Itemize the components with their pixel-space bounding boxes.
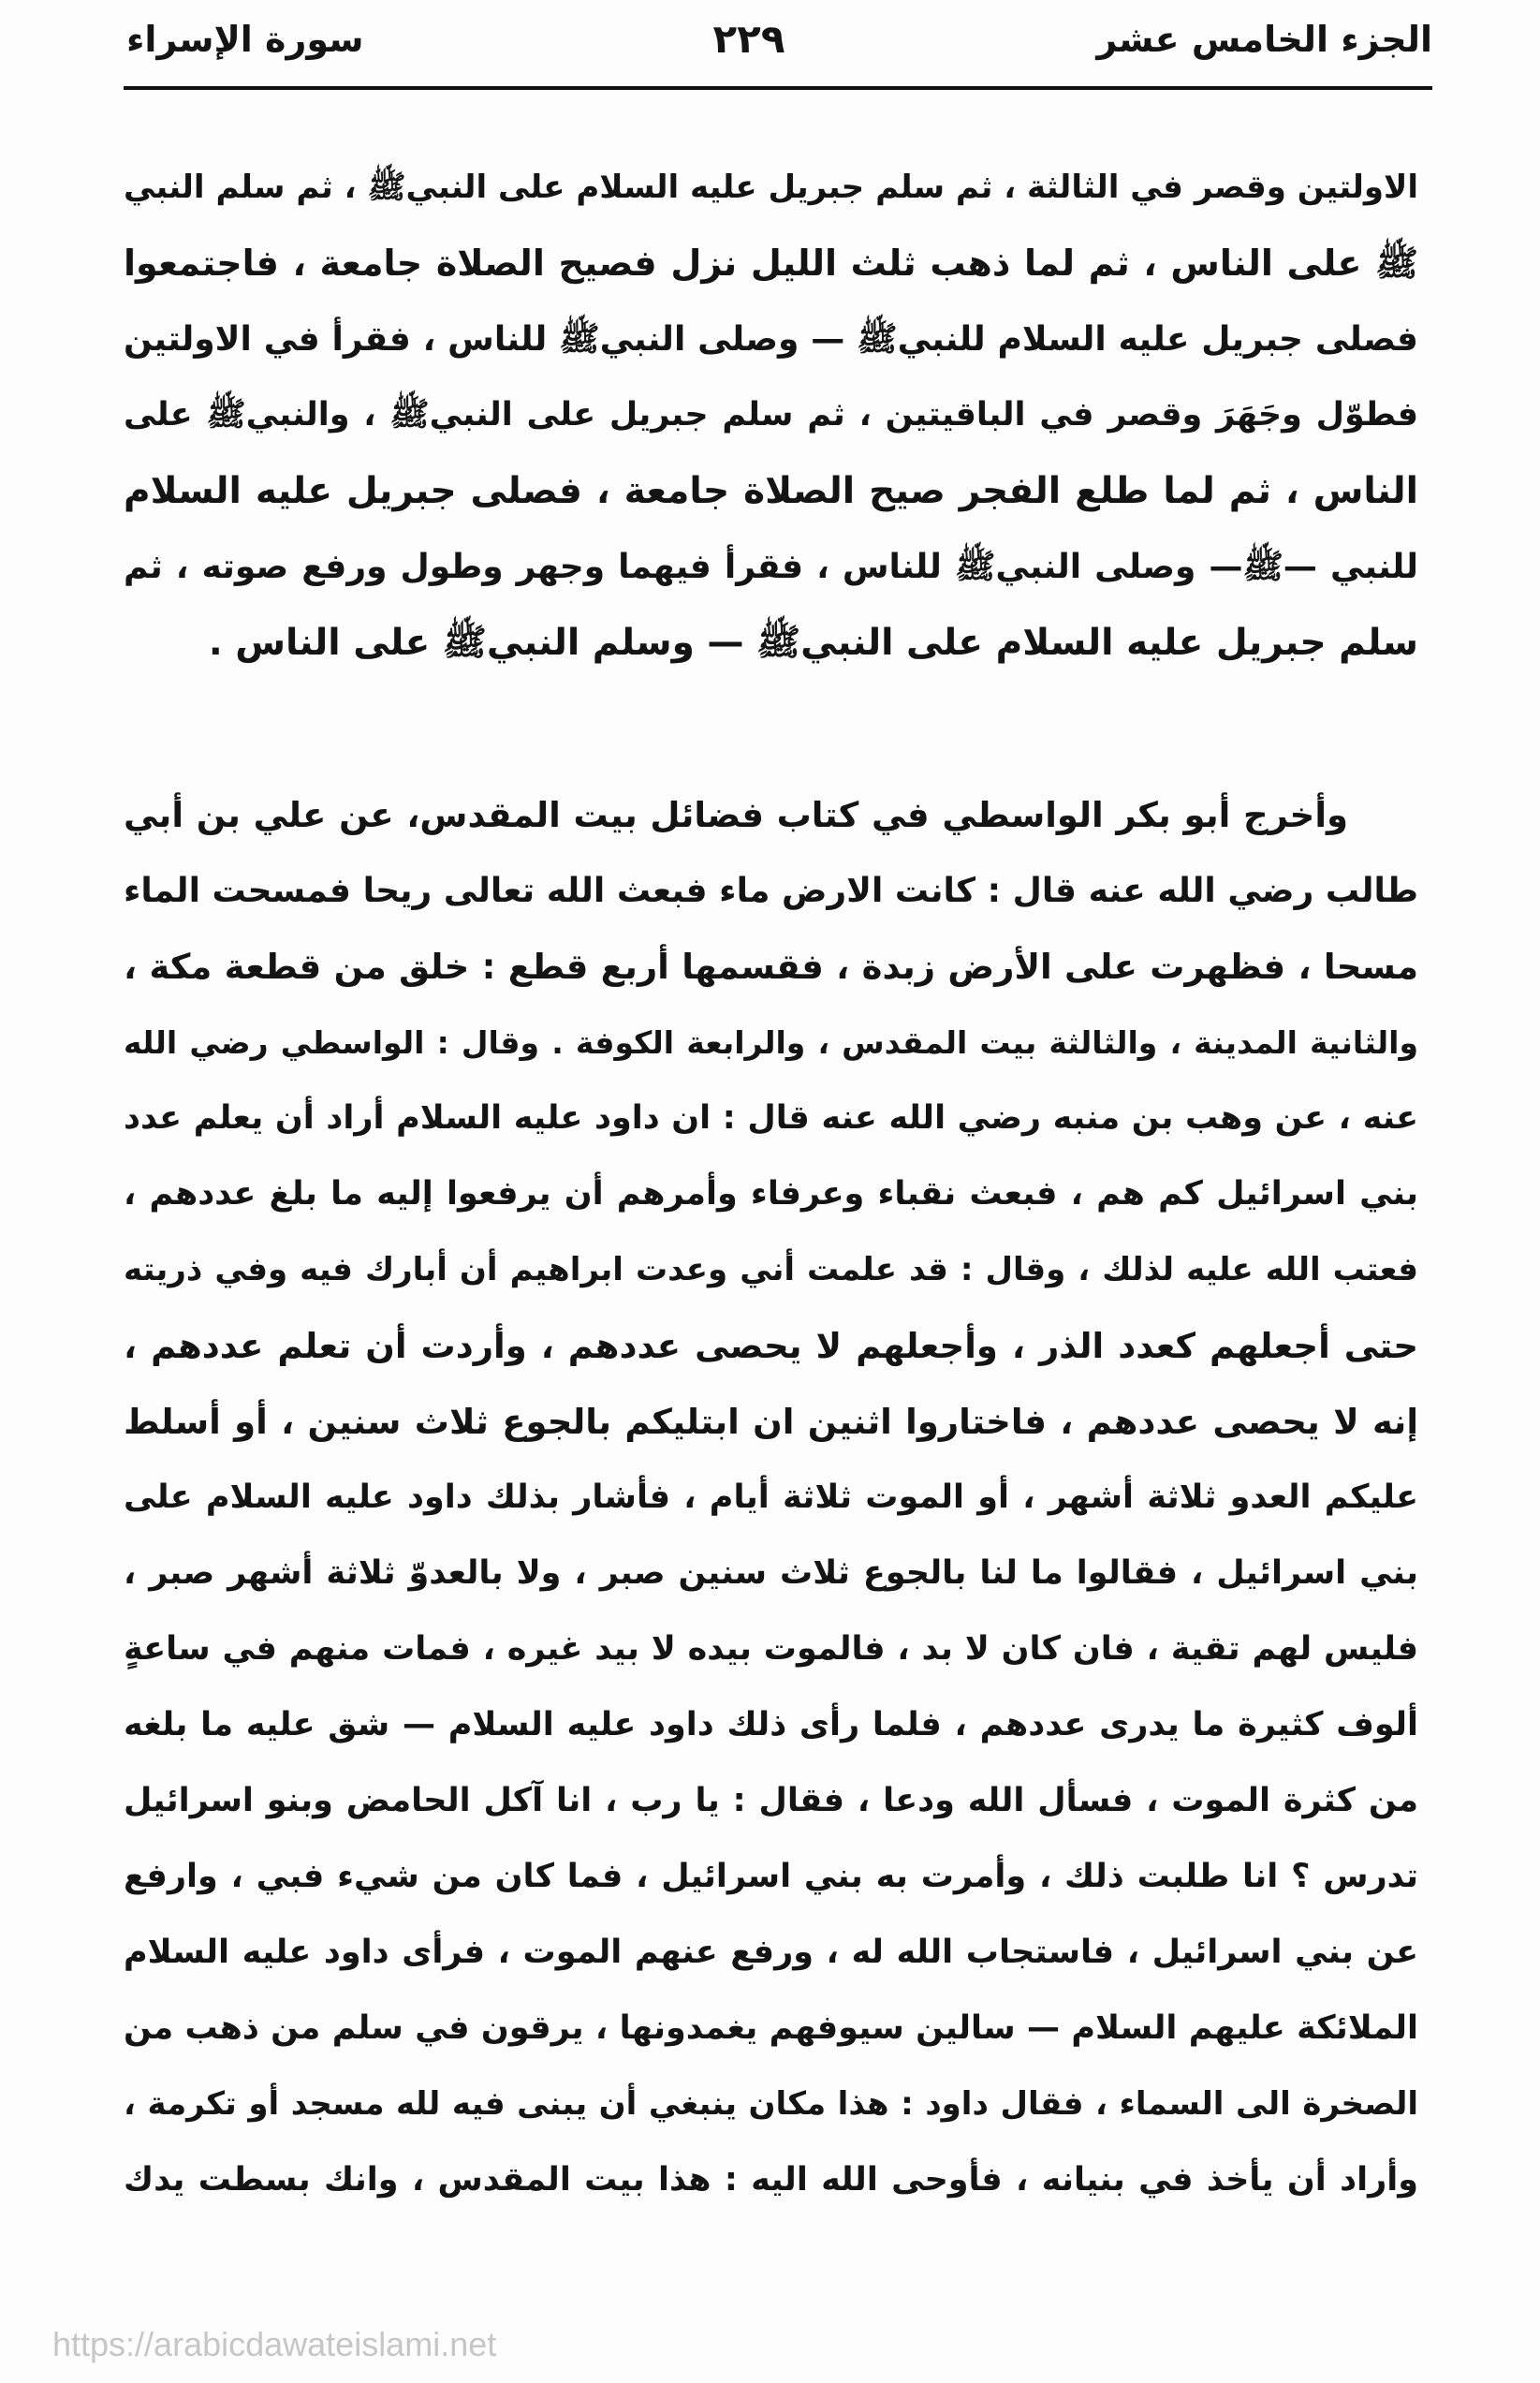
text-line: طالب رضي الله عنه قال : كانت الارض ماء فبعث الله تعالى ريحا فمسحت الماء [124, 872, 1418, 910]
text-line: إنه لا يحصى عددهم ، فاختاروا اثنين ان ابتليكم بالجوع ثلاث سنين ، أو أسلط [124, 1402, 1418, 1442]
text-line: حتى أجعلهم كعدد الذر ، وأجعلهم لا يحصى عددهم ، وأردت أن تعلم عددهم ، [124, 1326, 1418, 1366]
text-line: عليكم العدو ثلاثة أشهر ، أو الموت ثلاثة أيام ، فأشار بذلك داود عليه السلام على [124, 1478, 1418, 1516]
page-number: ٢٢٩ [712, 16, 785, 62]
header-rule [124, 86, 1432, 90]
text-line: عن بني اسرائيل ، فاستجاب الله له ، ورفع عنهم الموت ، فرأى داود عليه السلام [124, 1934, 1418, 1971]
text-line: عنه ، عن وهب بن منبه رضي الله عنه قال : ان داود عليه السلام أراد أن يعلم عدد [124, 1099, 1418, 1137]
text-line: فليس لهم تقية ، فان كان لا بد ، فالموت بيده لا بيد غيره ، فمات منهم في ساعةٍ [124, 1630, 1418, 1668]
text-line: سلم جبريل عليه السلام على النبيﷺ — وسلم النبيﷺ على الناس . [208, 622, 1418, 664]
text-line: فعتب الله عليه لذلك ، وقال : قد علمت أني وعدت ابراهيم أن أبارك فيه وفي ذريته [124, 1251, 1418, 1288]
text-line: والثانية المدينة ، والثالثة بيت المقدس ، والرابعة الكوفة . وقال : الواسطي رضي الله [124, 1024, 1418, 1061]
text-line: فطوّل وجَهَرَ وقصر في الباقيتين ، ثم سلم جبريل على النبيﷺ ، والنبيﷺ على [124, 396, 1418, 434]
paragraph [124, 777, 1418, 2218]
text-line: الناس ، ثم لما طلع الفجر صيح الصلاة جامعة ، فصلى جبريل عليه السلام [124, 470, 1418, 512]
text-line: الملائكة عليهم السلام — سالين سيوفهم يغمدونها ، يرقون في سلم من ذهب من [124, 2009, 1418, 2047]
text-line: وأراد أن يأخذ في بنيانه ، فأوحى الله اليه : هذا بيت المقدس ، وانك بسطت يدك [124, 2161, 1418, 2199]
text-line: بني اسرائيل ، فقالوا ما لنا بالجوع ثلاث سنين صبر ، ولا بالعدوّ ثلاثة أشهر صبر ، [124, 1554, 1418, 1592]
text-line: وأخرج أبو بكر الواسطي في كتاب فضائل بيت المقدس، عن علي بن أبي [124, 795, 1348, 835]
text-line: مسحا ، فظهرت على الأرض زبدة ، فقسمها أربع قطع : خلق من قطعة مكة ، [124, 947, 1418, 987]
text-line: بني اسرائيل كم هم ، فبعث نقباء وعرفاء وأمرهم أن يرفعوا إليه ما بلغ عددهم ، [124, 1175, 1418, 1213]
header-surah-title: سورة الإسراء [126, 19, 364, 60]
text-line: للنبي —ﷺ— وصلى النبيﷺ للناس ، فقرأ فيهما وجهر وطول ورفع صوته ، ثم [124, 548, 1418, 586]
text-line: الاولتين وقصر في الثالثة ، ثم سلم جبريل عليه السلام على النبيﷺ ، ثم سلم النبي [124, 169, 1418, 206]
paragraph [124, 150, 1418, 681]
text-line: الصخرة الى السماء ، فقال داود : هذا مكان ينبغي أن يبنى فيه لله مسجد أو تكرمة ، [124, 2085, 1418, 2123]
text-line: من كثرة الموت ، فسأل الله ودعا ، فقال : يا رب ، انا آكل الحامض وبنو اسرائيل [124, 1782, 1418, 1819]
text-line: تدرس ؟ انا طلبت ذلك ، وأمرت به بني اسرائيل ، فما كان من شيء فبي ، وارفع [124, 1858, 1418, 1895]
header-part-title: الجزء الخامس عشر [1096, 19, 1432, 60]
text-line: ﷺ على الناس ، ثم لما ذهب ثلث الليل نزل فصيح الصلاة جامعة ، فاجتمعوا [124, 243, 1418, 284]
text-line: فصلى جبريل عليه السلام للنبيﷺ — وصلى النبيﷺ للناس ، فقرأ في الاولتين [124, 320, 1418, 359]
watermark-url: https://arabicdawateislami.net [52, 2325, 497, 2363]
text-line: ألوف كثيرة ما يدرى عددهم ، فلما رأى ذلك داود عليه السلام — شق عليه ما بلغه [124, 1706, 1418, 1743]
